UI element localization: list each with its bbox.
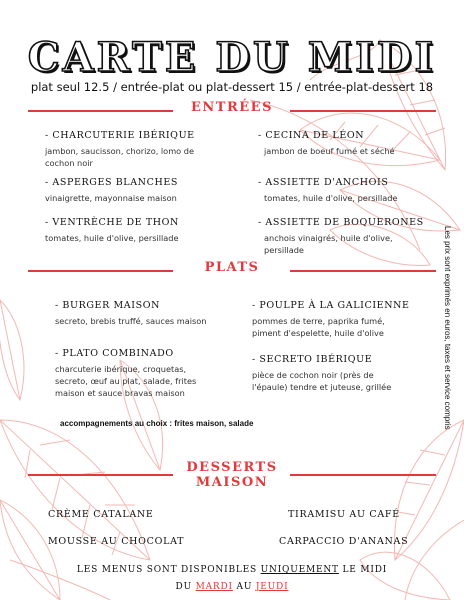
item-description: charcuterie ibérique, croquetas, [55, 364, 187, 374]
section-heading-entrees: ENTRÉES [191, 100, 273, 115]
footer-text: LES MENUS SONT DISPONIBLES [76, 565, 261, 575]
price-line: plat seul 12.5 / entrée-plat ou plat-dessert 15 / entrée-plat-dessert 18 [30, 80, 434, 94]
footer-day: JEUDI [255, 582, 289, 592]
item-name: - BURGER MAISON [55, 300, 161, 311]
item-description: jambon de boeuf fumé et séché [264, 146, 395, 156]
item-description: anchois vinaigrés, huile d'olive, [264, 233, 393, 243]
item-name: - PLATO COMBINADO [55, 348, 174, 359]
item-name: - POULPE À LA GALICIENNE [252, 300, 410, 311]
dessert-item: CARPACCIO D'ANANAS [279, 536, 409, 547]
desserts-heading-line2: MAISON [195, 475, 269, 490]
item-description: tomates, huile d'olive, persillade [264, 193, 398, 203]
availability-line-1 [20, 565, 444, 575]
item-description: tomates, huile d'olive, persillade [45, 233, 179, 243]
dessert-item: TIRAMISU AU CAFÉ [288, 509, 400, 520]
menu-title: CARTE DU MIDI [27, 34, 437, 81]
price-side-note: Les prix sont exprimés en euros, taxes et service compris [443, 226, 452, 430]
dessert-item: MOUSSE AU CHOCOLAT [48, 536, 185, 547]
section-heading-desserts [0, 460, 464, 490]
menu-item [252, 300, 410, 339]
footer-day: MARDI [195, 582, 233, 592]
menu-item [55, 348, 196, 399]
menu-item [258, 217, 424, 256]
item-name: - ASPERGES BLANCHES [45, 177, 178, 188]
item-description: l'épaule) tendre et juteuse, grillée [252, 382, 392, 392]
section-heading-plats: PLATS [204, 260, 260, 275]
item-description: maison et sauce bravas maison [55, 388, 185, 398]
item-description: vinaigrette, mayonnaise maison [45, 193, 177, 203]
item-description: jambon, saucisson, chorizo, lomo de [45, 146, 195, 156]
item-description: persillade [264, 245, 304, 255]
item-description: piment d'espelette, huile d'olive [252, 328, 384, 338]
desserts-heading-line1: DESSERTS [186, 460, 278, 475]
item-name: - ASSIETTE DE BOQUERONES [258, 217, 424, 228]
item-description: secreto, brebis truffé, sauces maison [55, 316, 207, 326]
menu-item [55, 300, 206, 327]
item-name: - VENTRÈCHE DE THON [45, 217, 179, 228]
item-description: secreto, œuf au plat, salade, frites [55, 376, 197, 386]
footer-emphasis: UNIQUEMENT [260, 565, 339, 575]
item-name: - CHARCUTERIE IBÉRIQUE [45, 130, 195, 141]
item-name: - CECINA DE LÉON [258, 130, 365, 141]
item-description: pièce de cochon noir (près de [252, 370, 374, 380]
footer-text: DU [175, 582, 196, 592]
menu-item [45, 177, 178, 204]
menu-item [252, 354, 391, 393]
menu-item [258, 130, 395, 157]
menu-item [45, 130, 195, 169]
menu-item [258, 177, 398, 204]
footer-text: LE MIDI [338, 565, 388, 575]
item-name: - SECRETO IBÉRIQUE [252, 354, 373, 365]
dessert-item: CRÈME CATALANE [48, 509, 154, 520]
item-description: pommes de terre, paprika fumé, [252, 316, 385, 326]
accompaniments-note: accompagnements au choix : frites maison, salade [60, 419, 254, 428]
item-description: cochon noir [45, 158, 93, 168]
menu-item [45, 217, 179, 244]
item-name: - ASSIETTE D'ANCHOIS [258, 177, 389, 188]
footer-text: AU [232, 582, 256, 592]
availability-line-2 [20, 582, 444, 592]
